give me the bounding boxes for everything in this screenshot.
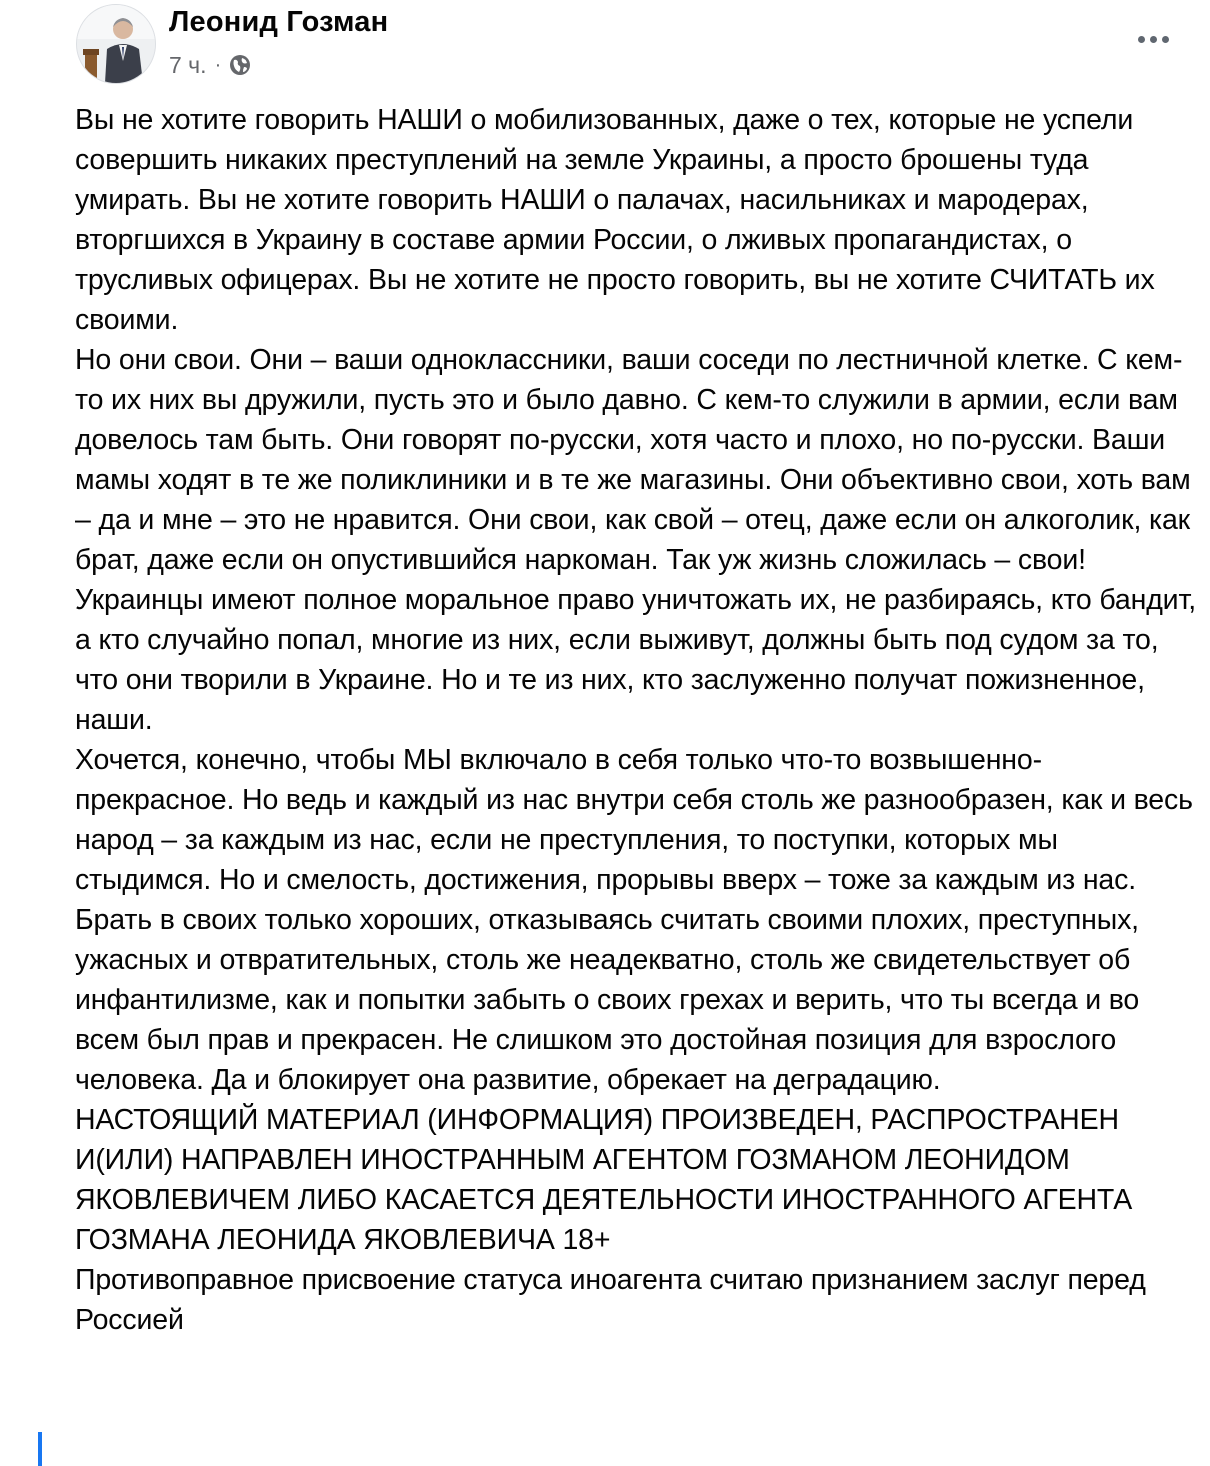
post-paragraph: Хочется, конечно, чтобы МЫ включало в себя только что-то возвышенно-прекрасное. Но ведь и каждый из нас внутри себя столь же разнообразен, как и весь народ – за каждым из нас, если не преступления, то поступки, которых мы стыдимся. Но и смелость, достижения, прорывы вверх – тоже за каждым из нас. — [75, 744, 1193, 896]
post-body — [75, 100, 1200, 1340]
post-paragraph: Брать в своих только хороших, отказываясь считать своими плохих, преступных, ужасных и отвратительных, столь же неадекватно, столь же свидетельствует об инфантилизме, как и попытки забыть о своих грехах и верить, что ты всегда и во всем был прав и прекрасен. Не слишком это достойная позиция для взрослого человека. Да и блокирует она развитие, обрекает на деградацию. — [75, 904, 1140, 1096]
meta-separator: · — [214, 53, 222, 76]
more-options-icon[interactable] — [1128, 24, 1178, 54]
avatar-photo — [77, 5, 155, 83]
post-paragraph: Вы не хотите говорить НАШИ о мобилизованных, даже о тех, которые не успели совершить никаких преступлений на земле Украины, а просто брошены туда умирать. Вы не хотите говорить НАШИ о палачах, насильниках и мародерах, вторгшихся в Украину в составе армии России, о лживых пропагандистах, о трусливых офицерах. Вы не хотите не просто говорить, вы не хотите СЧИТАТЬ их своими. — [75, 104, 1155, 336]
post-paragraph-agent-notice: НАСТОЯЩИЙ МАТЕРИАЛ (ИНФОРМАЦИЯ) ПРОИЗВЕДЕН, РАСПРОСТРАНЕН И(ИЛИ) НАПРАВЛЕН ИНОСТРАННЫМ АГЕНТОМ ГОЗМАНОМ ЛЕОНИДОМ ЯКОВЛЕВИЧЕМ ЛИБО КАСАЕТСЯ ДЕЯТЕЛЬНОСТИ ИНОСТРАННОГО АГЕНТА ГОЗМАНА ЛЕОНИДА ЯКОВЛЕВИЧА 18+ — [75, 1104, 1133, 1256]
post-timestamp[interactable]: 7 ч. — [169, 51, 207, 78]
author-name[interactable]: Леонид Гозман — [169, 6, 389, 38]
post-paragraph: Украинцы имеют полное моральное право уничтожать их, не разбираясь, кто бандит, а кто случайно попал, многие из них, если выживут, должны быть под судом за то, что они творили в Украине. Но и те из них, кто заслуженно получат пожизненное, наши. — [75, 584, 1196, 736]
post-meta — [169, 50, 251, 80]
globe-icon[interactable] — [229, 54, 251, 76]
post-paragraph: Но они свои. Они – ваши одноклассники, ваши соседи по лестничной клетке. С кем-то их них вы дружили, пусть это и было давно. С кем-то служили в армии, если вам довелось там быть. Они говорят по-русски, хотя часто и плохо, но по-русски. Ваши мамы ходят в те же поликлиники и в те же магазины. Они объективно свои, хоть вам – да и мне – это не нравится. Они свои, как свой – отец, даже если он алкоголик, как брат, даже если он опустившийся наркоман. Так уж жизнь сложилась – свои! — [75, 344, 1191, 576]
author-avatar[interactable] — [76, 4, 156, 84]
post-paragraph: Противоправное присвоение статуса иноагента считаю признанием заслуг перед Россией — [75, 1264, 1146, 1336]
